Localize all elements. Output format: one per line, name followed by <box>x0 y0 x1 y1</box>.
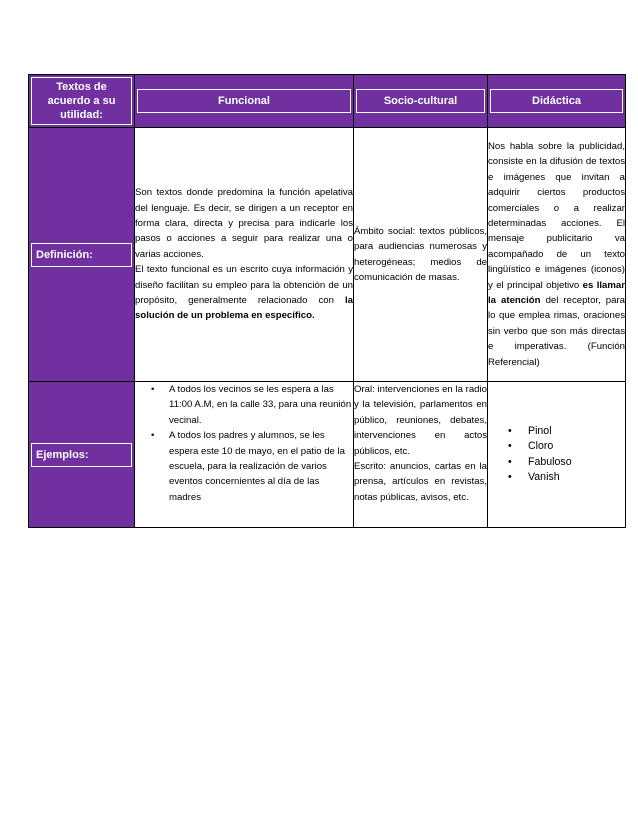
definition-sociocultural-cell <box>354 128 488 382</box>
list-item <box>508 424 625 439</box>
examples-sociocultural-escrito: Escrito: anuncios, cartas en la prensa, artículos en revistas, notas públicas, avisos, etc. <box>354 461 487 503</box>
corner-header-cell <box>29 75 135 128</box>
examples-sociocultural-oral: Oral: intervenciones en la radio y la televisión, parlamentos en público, reuniones, debates, intervenciones en actos públicos, etc. <box>354 384 487 457</box>
row-header-definicion-text: Definición: <box>31 243 132 267</box>
examples-sociocultural-cell <box>354 382 488 528</box>
examples-funcional-cell <box>135 382 354 528</box>
list-item <box>151 428 353 505</box>
list-item-text: Vanish <box>528 470 560 483</box>
list-item <box>508 455 625 470</box>
examples-row <box>29 382 626 528</box>
list-item <box>508 439 625 454</box>
row-header-ejemplos <box>29 382 135 528</box>
column-header-sociocultural <box>354 75 488 128</box>
header-row <box>29 75 626 128</box>
definition-sociocultural-text: Ámbito social: textos públicos, para audiencias numerosas y heterogéneas; medios de comunicación de masas. <box>354 225 487 283</box>
definition-funcional-cell <box>135 128 354 382</box>
definition-didactica-cell <box>488 128 626 382</box>
column-header-sociocultural-text: Socio-cultural <box>356 89 485 113</box>
examples-didactica-cell <box>488 382 626 528</box>
definition-funcional-text: El texto funcional es un escrito cuya información y diseño facilitan su empleo para la obtención de un propósito, generalmente relacionado con <box>135 264 353 307</box>
row-header-definicion <box>29 128 135 382</box>
bullet-icon: • <box>508 470 512 483</box>
definition-row <box>29 128 626 382</box>
column-header-funcional-text: Funcional <box>137 89 351 113</box>
list-item-text: A todos los padres y alumnos, se les espera este 10 de mayo, en el patio de la escuela, para la realización de varios eventos concernientes al día de las madres <box>169 430 346 503</box>
definition-funcional-paragraph-2 <box>135 262 353 324</box>
list-item <box>508 470 625 485</box>
definition-didactica-text <box>488 139 625 370</box>
examples-didactica-list <box>488 424 625 486</box>
list-item-text: Cloro <box>528 440 554 453</box>
list-item-text: A todos los vecinos se les espera a las 11:00 A.M, en la calle 33, para una reunión vecinal. <box>169 384 352 426</box>
row-header-ejemplos-text: Ejemplos: <box>31 443 132 467</box>
definition-didactica-emphasis: es llamar la atención <box>488 279 625 307</box>
list-item-text: Fabuloso <box>528 455 572 468</box>
column-header-funcional <box>135 75 354 128</box>
examples-funcional-list <box>135 382 353 505</box>
definition-didactica-before: Nos habla sobre la publicidad, consiste en la difusión de textos e imágenes que invitan a adquirir ciertos productos comerciales o a realizar determinadas acciones. El mensaje publicitario va acompañado de un texto lingüístico e imágenes (iconos) y el principal objetivo <box>488 140 625 291</box>
definition-funcional-emphasis: la solución de un problema en específico. <box>135 295 353 322</box>
bullet-icon: • <box>508 455 512 468</box>
column-header-didactica-text: Didáctica <box>490 89 623 113</box>
column-header-didactica <box>488 75 626 128</box>
bullet-icon: • <box>508 440 512 453</box>
corner-header-text: Textos de acuerdo a su utilidad: <box>31 77 132 125</box>
bullet-icon: • <box>508 424 512 437</box>
list-item <box>151 382 353 428</box>
bullet-icon: • <box>151 384 155 395</box>
definition-funcional-paragraph-1: Son textos donde predomina la función apelativa del lenguaje. Es decir, se dirigen a un receptor en forma clara, directa y precisa para indicarle los pasos o acciones a seguir para realizar una o varias acciones. <box>135 187 353 260</box>
definition-didactica-after: del receptor, para lo que emplea rimas, oraciones sin verbo que son más directas e imperativas. (Función Referencial) <box>488 295 625 368</box>
utility-texts-table <box>28 74 626 528</box>
list-item-text: Pinol <box>528 424 552 437</box>
bullet-icon: • <box>151 430 155 442</box>
